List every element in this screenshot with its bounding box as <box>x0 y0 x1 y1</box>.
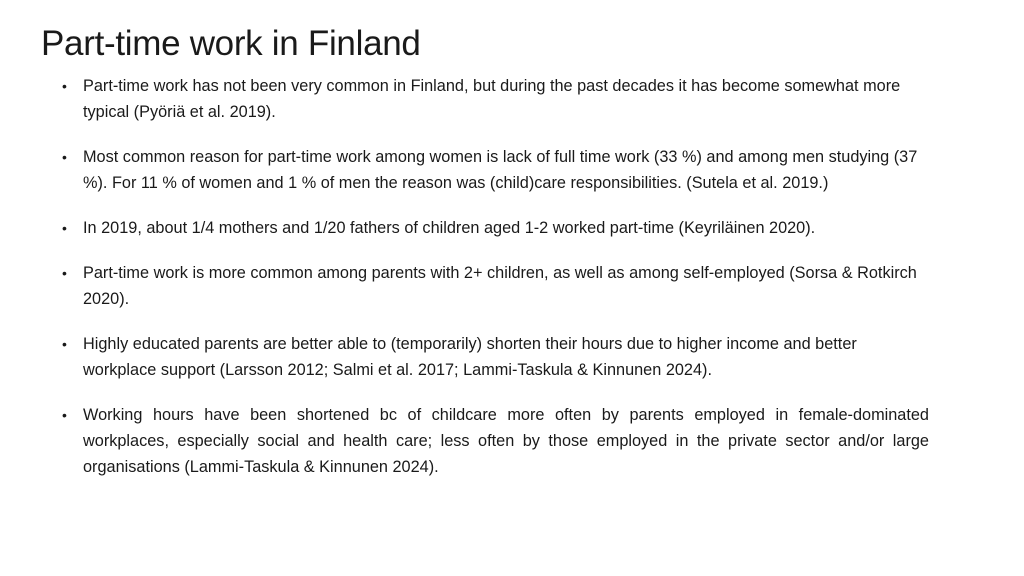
bullet-text: Working hours have been shortened bc of childcare more often by parents employed in female-dominated workplaces, especially social and health care; less often by those employed in the private sector and/or large organisations (Lammi-Taskula & Kinnunen 2024). <box>83 406 929 476</box>
bullet-item <box>62 331 929 383</box>
bullet-item <box>62 73 929 125</box>
bullet-text: Part-time work is more common among parents with 2+ children, as well as among self-employed (Sorsa & Rotkirch 2020). <box>83 264 917 308</box>
bullet-glyph: • <box>62 336 67 352</box>
bullet-text: In 2019, about 1/4 mothers and 1/20 fathers of children aged 1-2 worked part-time (Keyriläinen 2020). <box>83 219 816 237</box>
bullet-text: Part-time work has not been very common in Finland, but during the past decades it has become somewhat more typical (Pyöriä et al. 2019). <box>83 77 901 121</box>
bullet-glyph: • <box>62 149 67 165</box>
bullet-glyph: • <box>62 220 67 236</box>
bullet-list <box>62 73 929 499</box>
slide-title: Part-time work in Finland <box>41 24 421 63</box>
bullet-text: Highly educated parents are better able to (temporarily) shorten their hours due to higher income and better workplace support (Larsson 2012; Salmi et al. 2017; Lammi-Taskula & Kinnunen 2024). <box>83 335 857 379</box>
bullet-item <box>62 144 929 196</box>
bullet-text: Most common reason for part-time work among women is lack of full time work (33 %) and among men studying (37 %). For 11 % of women and 1 % of men the reason was (child)care responsibilities. (Sutela et al. 2019.) <box>83 148 918 192</box>
bullet-glyph: • <box>62 265 67 281</box>
bullet-glyph: • <box>62 78 67 94</box>
bullet-item <box>62 260 929 312</box>
bullet-glyph: • <box>62 407 67 423</box>
bullet-item <box>62 215 929 241</box>
bullet-item <box>62 402 929 480</box>
